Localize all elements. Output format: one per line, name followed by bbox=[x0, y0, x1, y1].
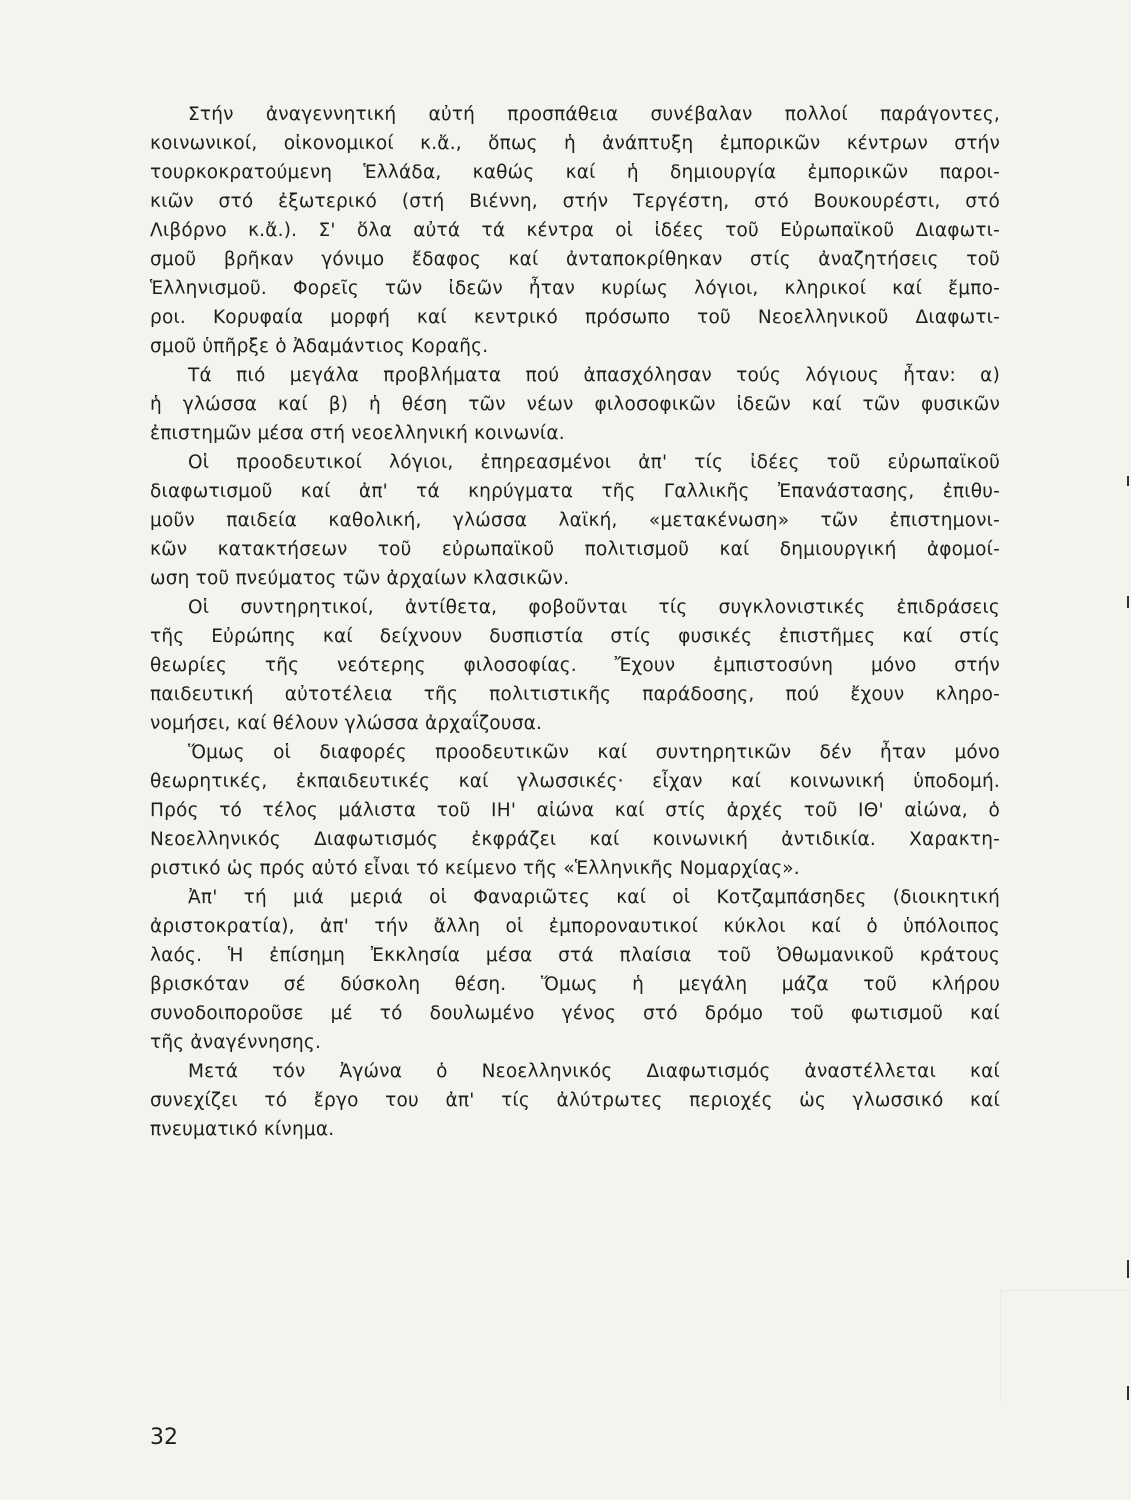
text-line-p1-2: κοινωνικοί, οἰκονομικοί κ.ἄ., ὅπως ἡ ἀνάπτυξη ἐμπορικῶν κέντρων στήν bbox=[150, 133, 1000, 154]
text-line-p1-3: τουρκοκρατούμενη Ἑλλάδα, καθώς καί ἡ δημιουργία ἐμπορικῶν παροι- bbox=[150, 162, 1000, 183]
text-line-p6-4: βρισκόταν σέ δύσκολη θέση. Ὅμως ἡ μεγάλη μάζα τοῦ κλήρου bbox=[150, 974, 1000, 995]
text-line-p5-1: Ὅμως οἱ διαφορές προοδευτικῶν καί συντηρητικῶν δέν ἦταν μόνο bbox=[188, 742, 1000, 763]
text-line-p3-2: διαφωτισμοῦ καί ἀπ' τά κηρύγματα τῆς Γαλλικῆς Ἐπανάστασης, ἐπιθυ- bbox=[150, 481, 1000, 502]
text-line-p1-6: σμοῦ βρῆκαν γόνιμο ἔδαφος καί ἀνταποκρίθηκαν στίς ἀναζητήσεις τοῦ bbox=[150, 249, 1000, 270]
text-line-p3-4: κῶν κατακτήσεων τοῦ εὐρωπαϊκοῦ πολιτισμοῦ καί δημιουργική ἀφομοί- bbox=[150, 539, 1000, 560]
text-line-p3-5: ωση τοῦ πνεύματος τῶν ἀρχαίων κλασικῶν. bbox=[150, 568, 570, 589]
faint-show-through-box bbox=[1000, 1290, 1131, 1401]
body-text bbox=[150, 100, 1000, 1144]
text-line-p6-3: λαός. Ἡ ἐπίσημη Ἐκκλησία μέσα στά πλαίσια τοῦ Ὀθωμανικοῦ κράτους bbox=[150, 945, 1000, 966]
text-line-p6-1: Ἀπ' τή μιά μεριά οἱ Φαναριῶτες καί οἱ Κοτζαμπάσηδες (διοικητική bbox=[188, 887, 1000, 908]
text-line-p1-4: κιῶν στό ἐξωτερικό (στή Βιέννη, στήν Τεργέστη, στό Βουκουρέστι, στό bbox=[150, 191, 1000, 212]
text-line-p4-4: παιδευτική αὐτοτέλεια τῆς πολιτιστικῆς παράδοσης, πού ἔχουν κληρο- bbox=[150, 684, 1000, 705]
text-line-p2-1: Τά πιό μεγάλα προβλήματα πού ἀπασχόλησαν τούς λόγιους ἦταν: α) bbox=[188, 365, 1000, 386]
text-line-p7-1: Μετά τόν Ἀγώνα ὁ Νεοελληνικός Διαφωτισμός ἀναστέλλεται καί bbox=[188, 1061, 1000, 1082]
text-line-p6-2: ἀριστοκρατία), ἀπ' τήν ἄλλη οἱ ἐμποροναυτικοί κύκλοι καί ὁ ὑπόλοιπος bbox=[150, 916, 1000, 937]
text-line-p3-1: Οἱ προοδευτικοί λόγιοι, ἐπηρεασμένοι ἀπ' τίς ἰδέες τοῦ εὐρωπαϊκοῦ bbox=[188, 452, 1000, 473]
text-line-p4-3: θεωρίες τῆς νεότερης φιλοσοφίας. Ἔχουν ἐμπιστοσύνη μόνο στήν bbox=[150, 655, 1000, 676]
text-line-p1-7: Ἑλληνισμοῦ. Φορεῖς τῶν ἰδεῶν ἦταν κυρίως λόγιοι, κληρικοί καί ἔμπο- bbox=[150, 278, 1000, 299]
text-line-p1-1: Στήν ἀναγεννητική αὐτή προσπάθεια συνέβαλαν πολλοί παράγοντες, bbox=[188, 104, 1000, 125]
text-line-p3-3: μοῦν παιδεία καθολική, γλώσσα λαϊκή, «μετακένωση» τῶν ἐπιστημονι- bbox=[150, 510, 1000, 531]
page-edge-mark-upper bbox=[1127, 476, 1129, 486]
text-line-p4-1: Οἱ συντηρητικοί, ἀντίθετα, φοβοῦνται τίς συγκλονιστικές ἐπιδράσεις bbox=[188, 597, 1000, 618]
text-line-p6-5: συνοδοιποροῦσε μέ τό δουλωμένο γένος στό δρόμο τοῦ φωτισμοῦ καί bbox=[150, 1003, 1000, 1024]
page-number: 32 bbox=[150, 1425, 178, 1450]
text-line-p2-3: ἐπιστημῶν μέσα στή νεοελληνική κοινωνία. bbox=[150, 423, 565, 444]
page-edge-mark-middle bbox=[1127, 596, 1129, 608]
text-line-p5-4: Νεοελληνικός Διαφωτισμός ἐκφράζει καί κοινωνική ἀντιδικία. Χαρακτη- bbox=[150, 829, 1000, 850]
page-edge-mark-bottom bbox=[1127, 1386, 1129, 1400]
text-line-p6-6: τῆς ἀναγέννησης. bbox=[150, 1032, 322, 1053]
text-line-p1-9: σμοῦ ὑπῆρξε ὁ Ἀδαμάντιος Κοραῆς. bbox=[150, 336, 489, 357]
text-line-p7-3: πνευματικό κίνημα. bbox=[150, 1119, 335, 1140]
text-line-p4-5: νομήσει, καί θέλουν γλώσσα ἀρχαΐζουσα. bbox=[150, 713, 543, 734]
text-line-p7-2: συνεχίζει τό ἔργο του ἀπ' τίς ἀλύτρωτες περιοχές ὡς γλωσσικό καί bbox=[150, 1090, 1000, 1111]
text-line-p4-2: τῆς Εὐρώπης καί δείχνουν δυσπιστία στίς φυσικές ἐπιστῆμες καί στίς bbox=[150, 626, 1000, 647]
text-line-p5-5: ριστικό ὡς πρός αὐτό εἶναι τό κείμενο τῆς «Ἑλληνικῆς Νομαρχίας». bbox=[150, 858, 800, 879]
text-line-p1-5: Λιβόρνο κ.ἄ.). Σ' ὅλα αὐτά τά κέντρα οἱ ἰδέες τοῦ Εὐρωπαϊκοῦ Διαφωτι- bbox=[150, 220, 1000, 241]
text-line-p5-2: θεωρητικές, ἐκπαιδευτικές καί γλωσσικές· εἶχαν καί κοινωνική ὑποδομή. bbox=[150, 771, 1000, 792]
text-line-p5-3: Πρός τό τέλος μάλιστα τοῦ ΙΗ' αἰώνα καί στίς ἀρχές τοῦ ΙΘ' αἰώνα, ὁ bbox=[150, 800, 1000, 821]
page-edge-mark-lower bbox=[1127, 1260, 1129, 1278]
text-line-p1-8: ροι. Κορυφαία μορφή καί κεντρικό πρόσωπο τοῦ Νεοελληνικοῦ Διαφωτι- bbox=[150, 307, 1000, 328]
text-line-p2-2: ἡ γλώσσα καί β) ἡ θέση τῶν νέων φιλοσοφικῶν ἰδεῶν καί τῶν φυσικῶν bbox=[150, 394, 1000, 415]
